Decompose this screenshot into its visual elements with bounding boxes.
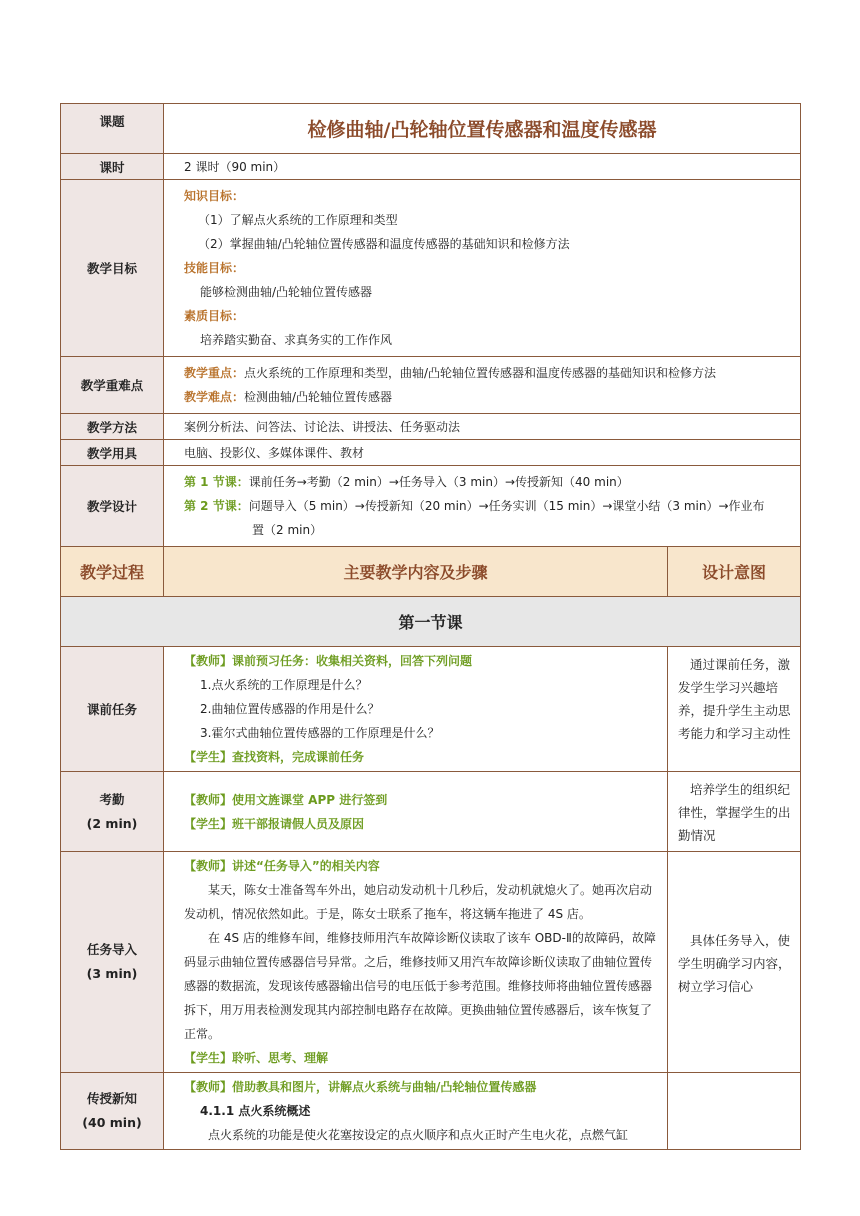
task-intro-row <box>61 852 801 1073</box>
attendance-time: (2 min) <box>86 815 138 831</box>
lesson2-continued: 置（2 min） <box>252 523 323 537</box>
design-label: 教学设计 <box>61 466 164 547</box>
attendance-student: 【学生】班干部报请假人员及原因 <box>184 816 365 831</box>
task-intro-label: 任务导入 <box>86 942 137 957</box>
method-label: 教学方法 <box>61 414 164 440</box>
hours-label: 课时 <box>61 154 164 180</box>
key-title: 教学重点： <box>184 366 245 380</box>
task-intro-time: (3 min) <box>86 966 138 981</box>
process-col-header: 教学过程 <box>61 547 164 597</box>
content-col-header: 主要教学内容及步骤 <box>164 547 668 597</box>
objectives-label: 教学目标 <box>61 180 164 357</box>
task-intro-paragraph-2: 在 4S 店的维修车间，维修技师用汽车故障诊断仪读取了该车 OBD-Ⅱ的故障码，故障码显示曲轴位置传感器信号异常。之后，维修技师又用汽车故障诊断仪读取了曲轴位置传感器的数据流，发现该传感器输出信号的电压低于参考范围。维修技师将曲轴位置传感器拆下，用万用表检测发现其内部控制电路存在故障。更换曲轴位置传感器后，该车恢复了正常。 <box>184 931 656 1041</box>
new-knowledge-intent <box>668 1073 801 1150</box>
pre-task-row <box>61 647 801 772</box>
lesson1-text: 课前任务→考勤（2 min）→任务导入（3 min）→传授新知（40 min） <box>248 475 629 489</box>
knowledge-item-2: （2）掌握曲轴/凸轮轴位置传感器和温度传感器的基础知识和检修方法 <box>198 237 570 251</box>
pre-task-student: 【学生】查找资料，完成课前任务 <box>184 750 365 764</box>
pre-task-teacher: 【教师】课前预习任务：收集相关资料，回答下列问题 <box>184 654 473 668</box>
attendance-label-cell <box>61 772 164 852</box>
task-intro-student: 【学生】聆听、思考、理解 <box>184 1051 329 1065</box>
difficulty-title: 教学难点： <box>184 390 245 404</box>
lesson1-title: 第 1 节课： <box>184 475 249 489</box>
pre-task-content <box>164 647 668 772</box>
hours-row <box>61 154 801 180</box>
lesson2-text: 问题导入（5 min）→传授新知（20 min）→任务实训（15 min）→课堂小结（3 min）→作业布 <box>248 499 765 513</box>
key-points-content <box>164 357 801 414</box>
new-knowledge-paragraph: 点火系统的功能是使火花塞按设定的点火顺序和点火正时产生电火花，点燃气缸 <box>208 1128 629 1142</box>
attendance-intent-text: 培养学生的组织纪律性，掌握学生的出勤情况 <box>678 782 791 843</box>
skill-item: 能够检测曲轴/凸轮轴位置传感器 <box>200 285 373 299</box>
new-knowledge-label: 传授新知 <box>86 1091 137 1106</box>
key-points-row <box>61 357 801 414</box>
knowledge-item-1: （1）了解点火系统的工作原理和类型 <box>198 213 398 227</box>
intent-col-header: 设计意图 <box>668 547 801 597</box>
section-row <box>61 597 801 647</box>
task-intro-intent-text: 具体任务导入，使学生明确学习内容，树立学习信心 <box>678 932 791 994</box>
pre-task-intent <box>668 647 801 772</box>
new-knowledge-time: (40 min) <box>82 1115 142 1130</box>
quality-item: 培养踏实勤奋、求真务实的工作作风 <box>200 333 393 347</box>
pre-task-label: 课前任务 <box>61 647 164 772</box>
key-text: 点火系统的工作原理和类型，曲轴/凸轮轴位置传感器和温度传感器的基础知识和检修方法 <box>244 366 717 380</box>
task-intro-intent <box>668 852 801 1073</box>
tools-text: 电脑、投影仪、多媒体课件、教材 <box>164 440 801 466</box>
new-knowledge-subhead: 4.1.1 点火系统概述 <box>200 1104 311 1118</box>
attendance-row <box>61 772 801 852</box>
design-content <box>164 466 801 547</box>
attendance-content <box>164 772 668 852</box>
objectives-content <box>164 180 801 357</box>
attendance-label: 考勤 <box>99 791 125 807</box>
pre-task-question-2: 2.曲轴位置传感器的作用是什么？ <box>200 702 380 716</box>
pre-task-question-1: 1.点火系统的工作原理是什么？ <box>200 678 368 692</box>
knowledge-title: 知识目标： <box>184 189 245 203</box>
attendance-intent <box>668 772 801 852</box>
new-knowledge-teacher: 【教师】借助教具和图片，讲解点火系统与曲轴/凸轮轴位置传感器 <box>184 1080 537 1094</box>
new-knowledge-row <box>61 1073 801 1150</box>
key-points-label: 教学重难点 <box>61 357 164 414</box>
method-text: 案例分析法、问答法、讨论法、讲授法、任务驱动法 <box>164 414 801 440</box>
pre-task-question-3: 3.霍尔式曲轴位置传感器的工作原理是什么？ <box>200 726 440 740</box>
quality-title: 素质目标： <box>184 309 245 323</box>
lesson-plan-table <box>60 103 801 1150</box>
tools-row <box>61 440 801 466</box>
skill-title: 技能目标： <box>184 261 245 275</box>
hours-value: 2 课时（90 min） <box>164 154 801 180</box>
topic-label: 课题 <box>61 104 164 154</box>
new-knowledge-label-cell <box>61 1073 164 1150</box>
objectives-row <box>61 180 801 357</box>
task-intro-paragraph-1: 某天，陈女士准备驾车外出，她启动发动机十几秒后，发动机就熄火了。她再次启动发动机，情况依然如此。于是，陈女士联系了拖车，将这辆车拖进了 4S 店。 <box>184 883 653 921</box>
section-title: 第一节课 <box>61 597 801 647</box>
lesson2-title: 第 2 节课： <box>184 499 249 513</box>
design-row <box>61 466 801 547</box>
pre-task-intent-text: 通过课前任务，激发学生学习兴趣培养，提升学生主动思考能力和学习主动性 <box>678 657 791 741</box>
task-intro-teacher: 【教师】讲述“任务导入”的相关内容 <box>184 859 380 873</box>
difficulty-text: 检测曲轴/凸轮轴位置传感器 <box>244 390 393 404</box>
topic-row <box>61 104 801 154</box>
topic-title: 检修曲轴/凸轮轴位置传感器和温度传感器 <box>164 104 801 154</box>
tools-label: 教学用具 <box>61 440 164 466</box>
task-intro-content <box>164 852 668 1073</box>
attendance-teacher: 【教师】使用文旌课堂 APP 进行签到 <box>184 792 388 807</box>
new-knowledge-content <box>164 1073 668 1150</box>
process-header-row <box>61 547 801 597</box>
method-row <box>61 414 801 440</box>
task-intro-label-cell <box>61 852 164 1073</box>
